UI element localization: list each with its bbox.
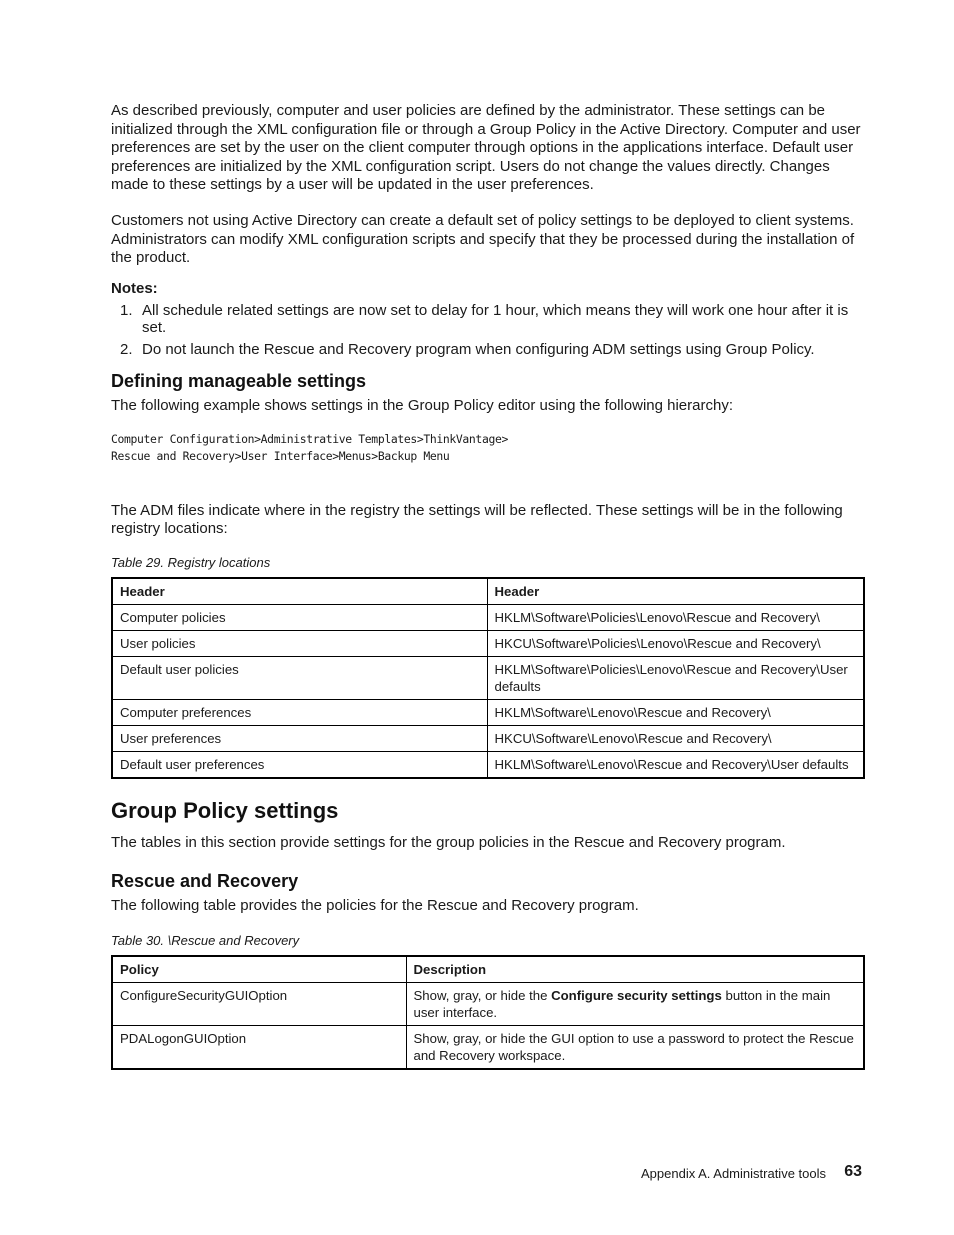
note-item [111,302,863,337]
note-item [111,341,863,359]
rescue-recovery-policy-table [111,955,865,1070]
table-cell: HKCU\Software\Lenovo\Rescue and Recovery\ [487,726,864,752]
notes-title: Notes: [111,279,158,297]
registry-locations-table [111,577,865,779]
notes-list [111,302,863,359]
note-number: 2. [120,340,133,358]
note-number: 1. [120,301,133,319]
table-cell: Show, gray, or hide the GUI option to use a password to protect the Rescue and Recovery workspace. [406,1026,864,1070]
table-cell [406,983,864,1026]
code-line: Rescue and Recovery>User Interface>Menus>Backup Menu [111,449,450,464]
column-header: Policy [112,956,406,983]
page-content [111,102,863,1070]
section-heading-group-policy: Group Policy settings [111,798,339,824]
table-header-row [112,956,864,983]
table-caption: Table 29. Registry locations [111,555,271,571]
note-text: Do not launch the Rescue and Recovery program when configuring ADM settings using Group Policy. [142,340,815,358]
registry-paragraph: The ADM files indicate where in the registry the settings will be reflected. These settings will be in the following registry locations: [111,501,843,538]
table-cell: User preferences [112,726,487,752]
note-text: All schedule related settings are now set to delay for 1 hour, which means they will work one hour after it is set. [142,301,849,337]
table-cell: Computer policies [112,605,487,631]
page-footer [638,1163,862,1185]
footer-chapter-title: Appendix A. Administrative tools [641,1166,826,1181]
table-cell: Default user policies [112,657,487,700]
section-heading-rescue-recovery: Rescue and Recovery [111,870,299,891]
table-row [112,983,864,1026]
section-intro: The tables in this section provide settings for the group policies in the Rescue and Recovery program. [111,834,786,852]
page-number: 63 [844,1163,862,1180]
column-header: Description [406,956,864,983]
section-intro: The following example shows settings in the Group Policy editor using the following hierarchy: [111,397,733,415]
code-line: Computer Configuration>Administrative Templates>ThinkVantage> [111,431,508,446]
table-row [112,605,864,631]
table-cell: Default user preferences [112,752,487,779]
code-block [111,431,863,466]
section-heading-defining-settings: Defining manageable settings [111,371,367,392]
table-cell: PDALogonGUIOption [112,1026,406,1070]
table-header-row [112,578,864,605]
table-row [112,752,864,779]
intro-paragraph: As described previously, computer and user policies are defined by the administrator. These settings can be initialized through the XML configuration file or through a Group Policy in the Active Directory. Computer and user preferences are set by the user on the client computer through options in the applications interface. Default user preferences are initialized by the XML configuration script. Users do not change the values directly. Changes made to these settings by a user will be updated in the user preferences. [111,102,861,194]
table-row [112,631,864,657]
table-cell: HKLM\Software\Policies\Lenovo\Rescue and Recovery\ [487,605,864,631]
active-directory-paragraph: Customers not using Active Directory can create a default set of policy settings to be deployed to client systems. Administrators can modify XML configuration scripts and specify that they be processed during the installation of the product. [111,211,855,267]
column-header: Header [112,578,487,605]
table-cell: HKCU\Software\Policies\Lenovo\Rescue and Recovery\ [487,631,864,657]
table-cell: ConfigureSecurityGUIOption [112,983,406,1026]
table-row [112,657,864,700]
desc-text: button in the main user interface. [413,988,831,1021]
table-cell: HKLM\Software\Lenovo\Rescue and Recovery\User defaults [487,752,864,779]
desc-bold-text: Configure security settings [551,988,722,1004]
table-row [112,700,864,726]
table-row [112,1026,864,1070]
table-cell: HKLM\Software\Policies\Lenovo\Rescue and Recovery\User defaults [487,657,864,700]
column-header: Header [487,578,864,605]
table-caption: Table 30. \Rescue and Recovery [111,933,300,949]
section-intro: The following table provides the policies for the Rescue and Recovery program. [111,896,639,914]
desc-text: Show, gray, or hide the [413,988,552,1004]
table-row [112,726,864,752]
table-cell: User policies [112,631,487,657]
table-cell: Computer preferences [112,700,487,726]
table-cell: HKLM\Software\Lenovo\Rescue and Recovery\ [487,700,864,726]
